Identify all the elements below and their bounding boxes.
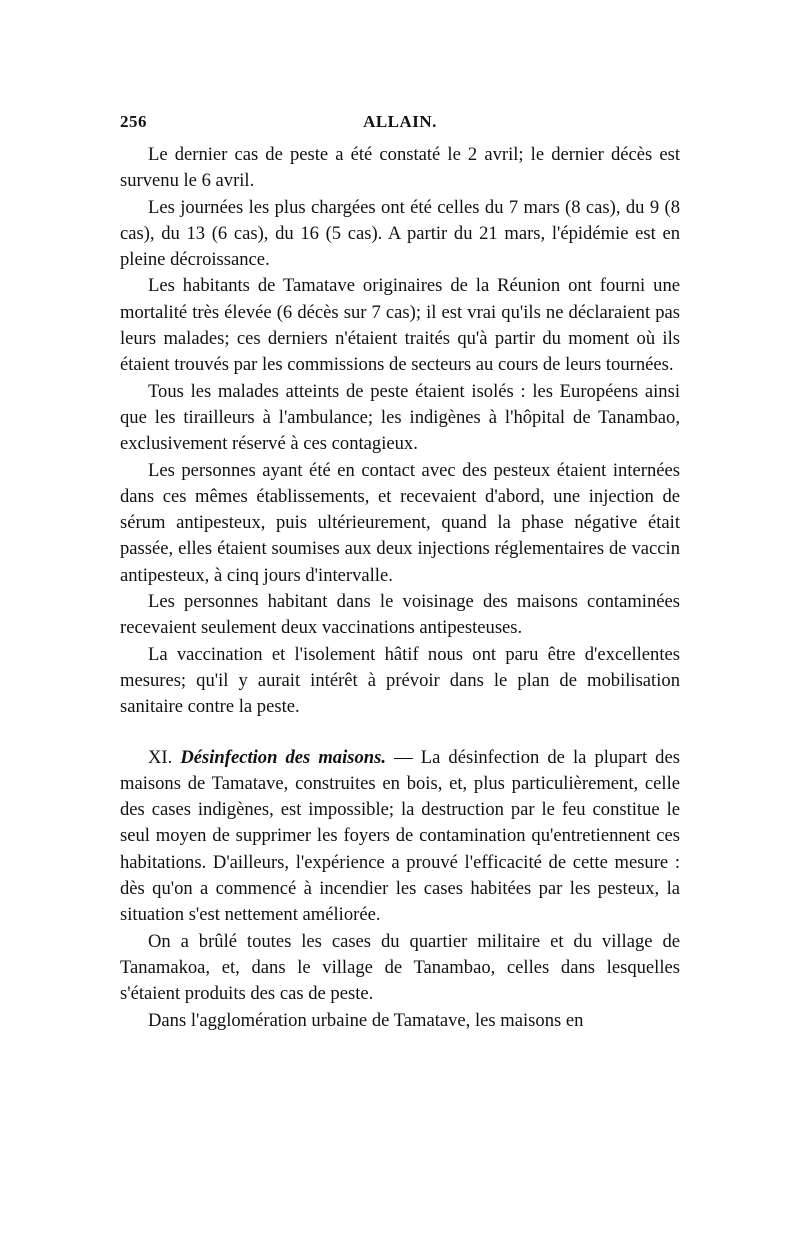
- section-intro-text: La désinfection de la plupart des maisons de Tamatave, construites en bois, et, plus particulièrement, celle des cases indigènes, est impossible; la destruction par le feu constitue le seul moyen de supprimer les foyers de contamination qu'entretiennent ces habitations. D'ailleurs, l'expérience a prouvé l'efficacité de cette mesure : dès qu'on a commencé à incendier les cases habitées par les pesteux, la situation s'est nettement améliorée.: [120, 746, 680, 926]
- paragraph-isolation: Tous les malades atteints de peste étaient isolés : les Européens ainsi que les tirailleurs à l'ambulance; les indigènes à l'hôpital de Tanambao, exclusivement réservé à ces contagieux.: [120, 380, 680, 455]
- section-spacer: [120, 721, 680, 745]
- section-title: Désinfection des maisons.: [180, 746, 387, 768]
- section-number: XI.: [148, 746, 173, 768]
- paragraph-burning: On a brûlé toutes les cases du quartier militaire et du village de Tanamakoa, et, dans le village de Tanambao, celles dans lesquelles s'étaient produits des cas de peste.: [120, 930, 680, 1005]
- paragraph-busiest-days: Les journées les plus chargées ont été celles du 7 mars (8 cas), du 9 (8 cas), du 13 (6 cas), du 16 (5 cas). A partir du 21 mars, l'épidémie est en pleine décroissance.: [120, 196, 680, 271]
- paragraph-last-case: Le dernier cas de peste a été constaté le 2 avril; le dernier décès est survenu le 6 avril.: [120, 144, 680, 192]
- running-title: ALLAIN.: [363, 112, 437, 131]
- paragraph-contacts: Les personnes ayant été en contact avec des pesteux étaient internées dans ces mêmes établissements, et recevaient d'abord, une injection de sérum antipesteux, puis ultérieurement, quand la phase négative était passée, elles étaient soumises aux deux injections réglementaires de vaccin antipesteux, à cinq jours d'intervalle.: [120, 459, 680, 586]
- running-header: [120, 112, 680, 142]
- page-number: 256: [120, 112, 147, 131]
- book-page: [120, 112, 680, 1034]
- paragraph-urban-houses: Dans l'agglomération urbaine de Tamatave, les maisons en: [148, 1009, 584, 1031]
- body-text: [120, 142, 680, 1034]
- section-dash: —: [394, 746, 413, 768]
- section-disinfection-intro: [120, 745, 680, 929]
- paragraph-neighbours: Les personnes habitant dans le voisinage des maisons contaminées recevaient seulement deux vaccinations antipesteuses.: [120, 591, 680, 639]
- paragraph-vaccination-conclusion: La vaccination et l'isolement hâtif nous ont paru être d'excellentes mesures; qu'il y aurait intérêt à prévoir dans le plan de mobilisation sanitaire contre la peste.: [120, 643, 680, 718]
- paragraph-reunion-mortality: Les habitants de Tamatave originaires de la Réunion ont fourni une mortalité très élevée (6 décès sur 7 cas); il est vrai qu'ils ne déclaraient pas leurs malades; ces derniers n'étaient traités qu'à partir du moment où ils étaient trouvés par les commissions de secteurs au cours de leurs tournées.: [120, 275, 680, 376]
